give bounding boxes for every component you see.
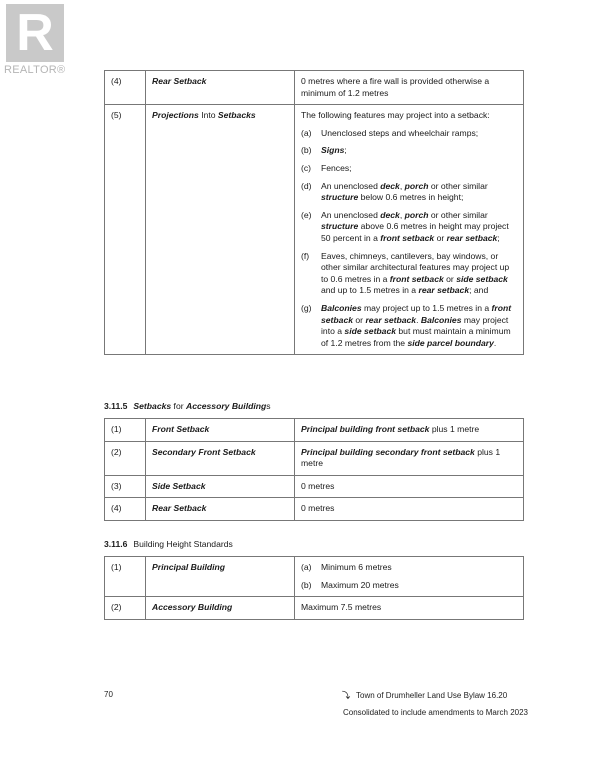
item-text	[321, 145, 517, 157]
text-part: ;	[497, 232, 500, 243]
defined-term: rear setback	[446, 232, 498, 243]
row-label: Side Setback	[146, 475, 295, 498]
label-part: Setbacks	[217, 110, 256, 121]
accessory-setbacks-table	[104, 418, 524, 521]
list-item	[301, 163, 517, 175]
curved-arrow-icon: ⤵	[342, 691, 350, 700]
row-number: (3)	[105, 475, 146, 498]
text-part: may project up to 1.5 metres in a	[361, 302, 492, 313]
footer-consolidated: Consolidated to include amendments to March 2023	[343, 708, 528, 717]
page-number: 70	[104, 690, 113, 699]
table-row	[105, 71, 524, 105]
list-item	[301, 580, 517, 592]
item-letter: (a)	[301, 562, 312, 572]
list-item	[301, 562, 517, 574]
table-row	[105, 597, 524, 620]
row-value	[295, 419, 524, 442]
row-number: (5)	[105, 105, 146, 355]
item-text	[321, 210, 517, 245]
item-text: Minimum 6 metres	[321, 562, 392, 572]
text-part: ;	[344, 145, 347, 156]
defined-term: Signs	[321, 145, 345, 156]
list-item	[301, 210, 517, 245]
list-item	[301, 303, 517, 349]
row-label: Front Setback	[146, 419, 295, 442]
defined-term: Balconies	[420, 314, 462, 325]
text-part: .	[493, 337, 497, 348]
defined-term: side setback	[456, 273, 508, 284]
row-label: Rear Setback	[146, 498, 295, 521]
list-item	[301, 181, 517, 204]
item-text	[321, 303, 517, 349]
heading-part: Building Height Standards	[133, 539, 233, 549]
heading-part: for	[171, 401, 186, 411]
defined-term: front setback	[321, 302, 512, 325]
row-number: (2)	[105, 441, 146, 475]
projections-table	[104, 70, 524, 355]
row-value	[295, 557, 524, 597]
defined-term: side setback	[344, 326, 397, 337]
row-value: 0 metres	[295, 475, 524, 498]
text-part: plus 1 metre	[429, 424, 480, 434]
table-row	[105, 441, 524, 475]
item-text: Unenclosed steps and wheelchair ramps;	[321, 127, 479, 138]
label-part: Into	[198, 110, 218, 121]
realtor-r-mark: R	[6, 4, 64, 62]
footer-title	[342, 690, 507, 701]
text-part: or	[353, 314, 366, 325]
table-row	[105, 498, 524, 521]
row-value: Maximum 7.5 metres	[295, 597, 524, 620]
row-label: Secondary Front Setback	[146, 441, 295, 475]
defined-term: deck	[380, 209, 400, 220]
item-text: Fences;	[321, 162, 352, 173]
text-part: ; and	[469, 285, 489, 296]
row-label: Rear Setback	[146, 71, 295, 105]
table-row	[105, 419, 524, 442]
item-letter: (e)	[301, 209, 312, 220]
item-letter: (g)	[301, 302, 312, 313]
text-part: may project into a	[321, 314, 509, 337]
text-part: plus 1 metre	[301, 446, 501, 469]
section-heading-height-standards	[104, 539, 233, 549]
list-item	[301, 128, 517, 140]
item-letter: (d)	[301, 180, 312, 191]
defined-term: rear setback	[365, 314, 417, 325]
row-number: (4)	[105, 71, 146, 105]
text-part: An unenclosed	[321, 180, 381, 191]
defined-term: front setback	[389, 273, 444, 284]
table-row	[105, 475, 524, 498]
row-value	[295, 441, 524, 475]
text-part: Eaves, chimneys, cantilevers, bay windows, or other similar architectural features may project up to 0.6 metres in a	[321, 250, 510, 284]
realtor-logo-text: REALTOR®	[4, 64, 66, 76]
row-number: (2)	[105, 597, 146, 620]
list-item	[301, 251, 517, 297]
text-part: .	[416, 314, 421, 325]
row-number: (1)	[105, 557, 146, 597]
height-standards-table	[104, 556, 524, 620]
heading-part: Accessory Building	[185, 401, 267, 411]
defined-term: Balconies	[321, 302, 362, 313]
item-text: Maximum 20 metres	[321, 579, 399, 590]
defined-term: structure	[321, 221, 359, 232]
text-part: or other similar	[428, 180, 488, 191]
defined-term: Principal building secondary front setback	[301, 446, 475, 457]
item-text	[321, 181, 517, 204]
section-number: 3.11.6	[104, 539, 128, 549]
projections-list	[295, 105, 524, 355]
defined-term: deck	[380, 180, 400, 191]
row-label: Accessory Building	[146, 597, 295, 620]
row-label	[146, 105, 295, 355]
row-value: 0 metres	[295, 498, 524, 521]
text-part: and up to 1.5 metres in a	[321, 285, 419, 296]
defined-term: side parcel boundary	[407, 337, 494, 348]
text-part: ,	[399, 209, 405, 220]
defined-term: rear setback	[418, 285, 470, 296]
text-part: above 0.6 metres in height may project 50 percent in a	[321, 221, 509, 243]
defined-term: front setback	[380, 232, 435, 243]
text-part: or	[443, 273, 457, 284]
heading-part: Setbacks	[133, 401, 172, 411]
text-part: or	[434, 232, 447, 243]
heading-part: s	[266, 401, 271, 411]
item-text	[321, 251, 517, 297]
defined-term: porch	[404, 180, 429, 191]
item-letter: (a)	[301, 127, 312, 138]
section-number: 3.11.5	[104, 401, 128, 411]
footer-title-text: Town of Drumheller Land Use Bylaw 16.20	[356, 691, 508, 700]
row-number: (4)	[105, 498, 146, 521]
item-letter: (f)	[301, 250, 310, 261]
text-part: An unenclosed	[321, 209, 381, 220]
list-item	[301, 145, 517, 157]
defined-term: structure	[321, 192, 359, 203]
row-number: (1)	[105, 419, 146, 442]
text-part: but must maintain a minimum of 1.2 metres from the	[321, 326, 511, 348]
defined-term: Principal building front setback	[301, 424, 430, 434]
section-heading-accessory-setbacks	[104, 401, 271, 411]
realtor-logo	[4, 4, 72, 76]
row-value: 0 metres where a fire wall is provided otherwise a minimum of 1.2 metres	[295, 71, 524, 105]
defined-term: porch	[404, 209, 429, 220]
table-row	[105, 557, 524, 597]
projections-intro: The following features may project into a setback:	[301, 110, 490, 121]
item-letter: (b)	[301, 145, 312, 156]
row-label: Principal Building	[146, 557, 295, 597]
table-row	[105, 105, 524, 355]
text-part: or other similar	[428, 209, 488, 220]
text-part: ,	[399, 180, 405, 191]
label-part: Projections	[152, 110, 199, 121]
item-letter: (c)	[301, 162, 312, 173]
text-part: below 0.6 metres in height;	[358, 192, 464, 203]
item-letter: (b)	[301, 579, 312, 590]
